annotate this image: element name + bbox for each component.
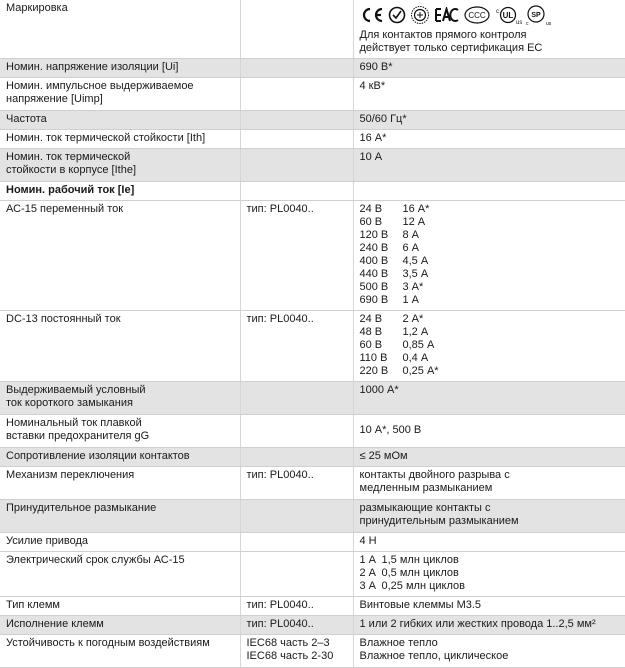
- section-heading: Номин. рабочий ток [Ie]: [0, 182, 240, 201]
- table-row: [0, 500, 625, 533]
- row-label: АС-15 переменный ток: [0, 201, 240, 311]
- row-value: [353, 0, 625, 59]
- table-row: [0, 149, 625, 182]
- row-value: [353, 415, 625, 448]
- svg-text:c: c: [495, 9, 499, 15]
- row-value: 1 или 2 гибких или жестких провода 1..2,5 мм²: [353, 616, 625, 635]
- voltage: 440 В: [359, 268, 389, 280]
- dc13-values: [360, 313, 439, 378]
- row-label: [0, 78, 240, 111]
- row-type: [240, 182, 353, 201]
- row-label-line: напряжение [Uimp]: [6, 93, 103, 105]
- row-value: 16 А*: [353, 130, 625, 149]
- table-row: [0, 635, 625, 668]
- current: 16 А*: [402, 203, 430, 215]
- row-value-line: Влажное тепло, циклическое: [359, 650, 509, 662]
- current: 3 А*: [402, 281, 424, 293]
- table-row: [0, 415, 625, 448]
- row-value: 4 кВ*: [353, 78, 625, 111]
- voltage: 240 В: [359, 242, 389, 254]
- row-type: тип: PL0040..: [240, 597, 353, 616]
- table-row: [0, 311, 625, 382]
- current: 6 А: [402, 242, 420, 254]
- table-row: [0, 130, 625, 149]
- voltage: 500 В: [359, 281, 389, 293]
- row-type: [240, 552, 353, 597]
- voltage: 60 В: [359, 339, 383, 351]
- row-value: 4 Н: [353, 533, 625, 552]
- row-type: [240, 78, 353, 111]
- row-label: Электрический срок службы АС-15: [0, 552, 240, 597]
- row-value-line: медленным размыканием: [359, 482, 493, 494]
- row-type: тип: PL0040..: [240, 201, 353, 311]
- ul-mark-icon: [494, 5, 522, 25]
- row-label: Механизм переключения: [0, 467, 240, 500]
- table-row: [0, 0, 625, 59]
- row-type: [240, 0, 353, 59]
- row-value: 690 В*: [353, 59, 625, 78]
- row-type: тип: PL0040..: [240, 616, 353, 635]
- svg-text:us: us: [545, 21, 551, 26]
- row-value: [353, 182, 625, 201]
- ctick-mark-icon: [388, 6, 406, 24]
- row-value-line: принудительным размыканием: [359, 515, 519, 527]
- table-row: [0, 616, 625, 635]
- ac15-values: [360, 203, 430, 307]
- current: 0,85 А: [402, 339, 435, 351]
- current: 8 А: [402, 229, 420, 241]
- row-label: Устойчивость к погодным воздействиям: [0, 635, 240, 668]
- row-label: [0, 382, 240, 415]
- row-value: [353, 552, 625, 597]
- current: 2 А*: [402, 313, 424, 325]
- table-row: [0, 59, 625, 78]
- csa-mark-icon: [526, 4, 552, 26]
- table-row: [0, 201, 625, 311]
- row-type: тип: PL0040..: [240, 467, 353, 500]
- row-label-line: стойкости в корпусе [Ithe]: [6, 164, 137, 176]
- svg-text:UL: UL: [502, 11, 513, 20]
- svg-text:SP: SP: [530, 12, 541, 19]
- row-label: [0, 415, 240, 448]
- current: 0,4 А: [402, 352, 429, 364]
- row-value: ≤ 25 мОм: [353, 448, 625, 467]
- row-label: Исполнение клемм: [0, 616, 240, 635]
- voltage: 60 В: [359, 216, 383, 228]
- row-label: Тип клемм: [0, 597, 240, 616]
- table-row: [0, 533, 625, 552]
- current: 1,2 А: [402, 326, 429, 338]
- row-type: [240, 111, 353, 130]
- row-type: [240, 635, 353, 668]
- row-type: [240, 533, 353, 552]
- row-label: Номин. напряжение изоляции [Ui]: [0, 59, 240, 78]
- cert-note-line: действует только сертификация ЕС: [359, 42, 543, 54]
- row-label: [0, 149, 240, 182]
- svg-text:CCC: CCC: [467, 11, 486, 20]
- svg-text:c: c: [525, 21, 528, 26]
- voltage: 24 В: [359, 313, 383, 325]
- row-label: Сопротивление изоляции контактов: [0, 448, 240, 467]
- svg-text:us: us: [515, 20, 522, 25]
- row-value-line: Влажное тепло: [359, 637, 438, 649]
- row-type: [240, 382, 353, 415]
- table-row: [0, 467, 625, 500]
- row-value: [353, 467, 625, 500]
- row-type: тип: PL0040..: [240, 311, 353, 382]
- row-value-line: размыкающие контакты с: [359, 502, 491, 514]
- table-row: [0, 597, 625, 616]
- lifetime-values: [360, 554, 465, 593]
- row-value: [353, 500, 625, 533]
- ccc-mark-icon: [410, 5, 430, 25]
- row-value: 10 А: [353, 149, 625, 182]
- table-row: [0, 182, 625, 201]
- row-type-line: IEC68 часть 2–3: [246, 637, 330, 649]
- row-value: 50/60 Гц*: [353, 111, 625, 130]
- row-label: Принудительное размыкание: [0, 500, 240, 533]
- row-type: [240, 130, 353, 149]
- current: 12 А: [402, 216, 426, 228]
- row-label-line: вставки предохранителя gG: [6, 430, 150, 442]
- cert-note-line: Для контактов прямого контроля: [359, 29, 527, 41]
- current: 2 А: [359, 567, 377, 579]
- row-label-line: ток короткого замыкания: [6, 397, 133, 409]
- current: 3,5 А: [402, 268, 429, 280]
- row-type: [240, 59, 353, 78]
- voltage: 400 В: [359, 255, 389, 267]
- row-label-line: Выдерживаемый условный: [6, 384, 146, 396]
- current: 1 А: [402, 294, 420, 306]
- voltage: 120 В: [359, 229, 389, 241]
- current: 3 А: [359, 580, 377, 592]
- row-value: [353, 635, 625, 668]
- row-label-line: Номин. ток термической: [6, 151, 131, 163]
- voltage: 690 В: [359, 294, 389, 306]
- voltage: 48 В: [359, 326, 383, 338]
- table-row: [0, 448, 625, 467]
- cqc-mark-icon: [464, 6, 490, 24]
- row-label-line: Номин. импульсное выдерживаемое: [6, 80, 194, 92]
- table-row: [0, 552, 625, 597]
- row-value: 1000 А*: [353, 382, 625, 415]
- row-value-text: 10 А*, 500 В: [359, 424, 422, 436]
- current: 4,5 А: [402, 255, 429, 267]
- current: 1 А: [359, 554, 377, 566]
- row-value: [353, 201, 625, 311]
- row-label: Частота: [0, 111, 240, 130]
- row-type: [240, 448, 353, 467]
- cycles: 0,5 млн циклов: [381, 567, 459, 579]
- row-value: Винтовые клеммы М3.5: [353, 597, 625, 616]
- row-type: [240, 415, 353, 448]
- voltage: 220 В: [359, 365, 389, 377]
- row-label: Маркировка: [0, 0, 240, 59]
- eac-mark-icon: [434, 7, 460, 23]
- row-value: [353, 311, 625, 382]
- current: 0,25 А*: [402, 365, 439, 377]
- row-type: [240, 500, 353, 533]
- table-row: [0, 78, 625, 111]
- voltage: 110 В: [359, 352, 388, 364]
- table-row: [0, 111, 625, 130]
- row-label: Усилие привода: [0, 533, 240, 552]
- row-label: DC-13 постоянный ток: [0, 311, 240, 382]
- cycles: 1,5 млн циклов: [381, 554, 459, 566]
- voltage: 24 В: [359, 203, 383, 215]
- certification-marks: [360, 4, 620, 26]
- row-label-line: Номинальный ток плавкой: [6, 417, 142, 429]
- table-row: [0, 382, 625, 415]
- ce-mark-icon: [360, 7, 384, 23]
- row-value-line: контакты двойного разрыва с: [359, 469, 510, 481]
- row-type-line: IEC68 часть 2-30: [246, 650, 334, 662]
- row-label: Номин. ток термической стойкости [Ith]: [0, 130, 240, 149]
- cycles: 0,25 млн циклов: [381, 580, 465, 592]
- row-type: [240, 149, 353, 182]
